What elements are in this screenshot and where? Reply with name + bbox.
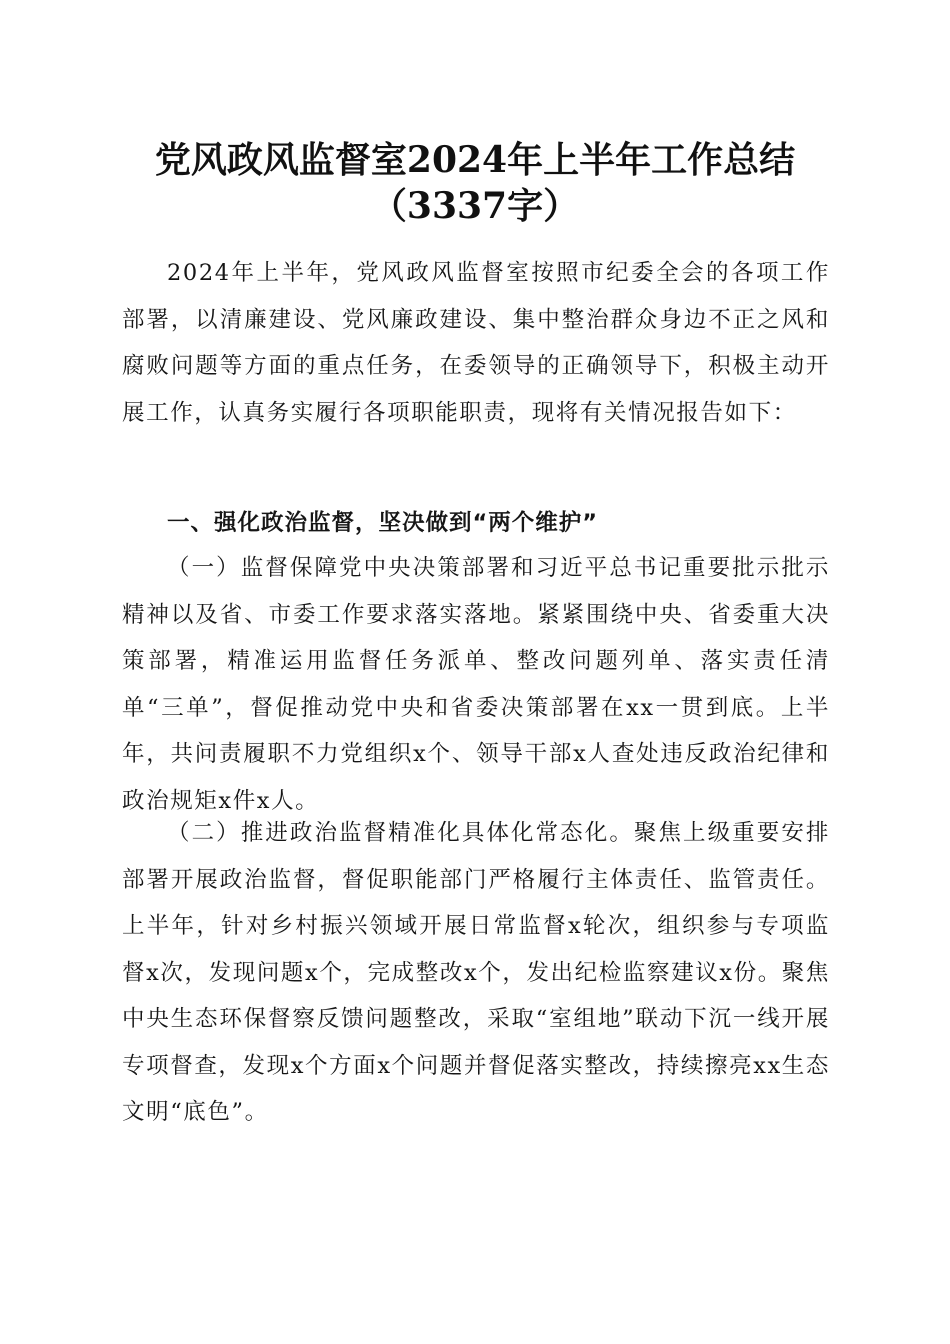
document-title: 党风政风监督室2024年上半年工作总结 [154,139,796,181]
intro-paragraph: 2024年上半年，党风政风监督室按照市纪委全会的各项工作部署，以清廉建设、党风廉政建设、集中整治群众身边不正之风和腐败问题等方面的重点任务，在委领导的正确领导下，积极主动开展工作，认真务实履行各项职能职责，现将有关情况报告如下： [122,260,830,426]
word-count: （3337字） [370,185,580,227]
section-heading: 一、强化政治监督，坚决做到“两个维护” [167,510,599,536]
subsection-paragraph: （一）监督保障党中央决策部署和习近平总书记重要批示批示精神以及省、市委工作要求落实落地。紧紧围绕中央、省委重大决策部署，精准运用监督任务派单、整改问题列单、落实责任清单“三单”，督促推动党中央和省委决策部署在xx一贯到底。上半年，共问责履职不力党组织x个、领导干部x人查处违反政治纪律和政治规矩x件x人。 [122,555,830,814]
subsection-paragraph: （二）推进政治监督精准化具体化常态化。聚焦上级重要安排部署开展政治监督，督促职能部门严格履行主体责任、监管责任。上半年，针对乡村振兴领域开展日常监督x轮次，组织参与专项监督x次，发现问题x个，完成整改x个，发出纪检监察建议x份。聚焦中央生态环保督察反馈问题整改，采取“室组地”联动下沉一线开展专项督查，发现x个方面x个问题并督促落实整改，持续擦亮xx生态文明“底色”。 [122,820,830,1125]
